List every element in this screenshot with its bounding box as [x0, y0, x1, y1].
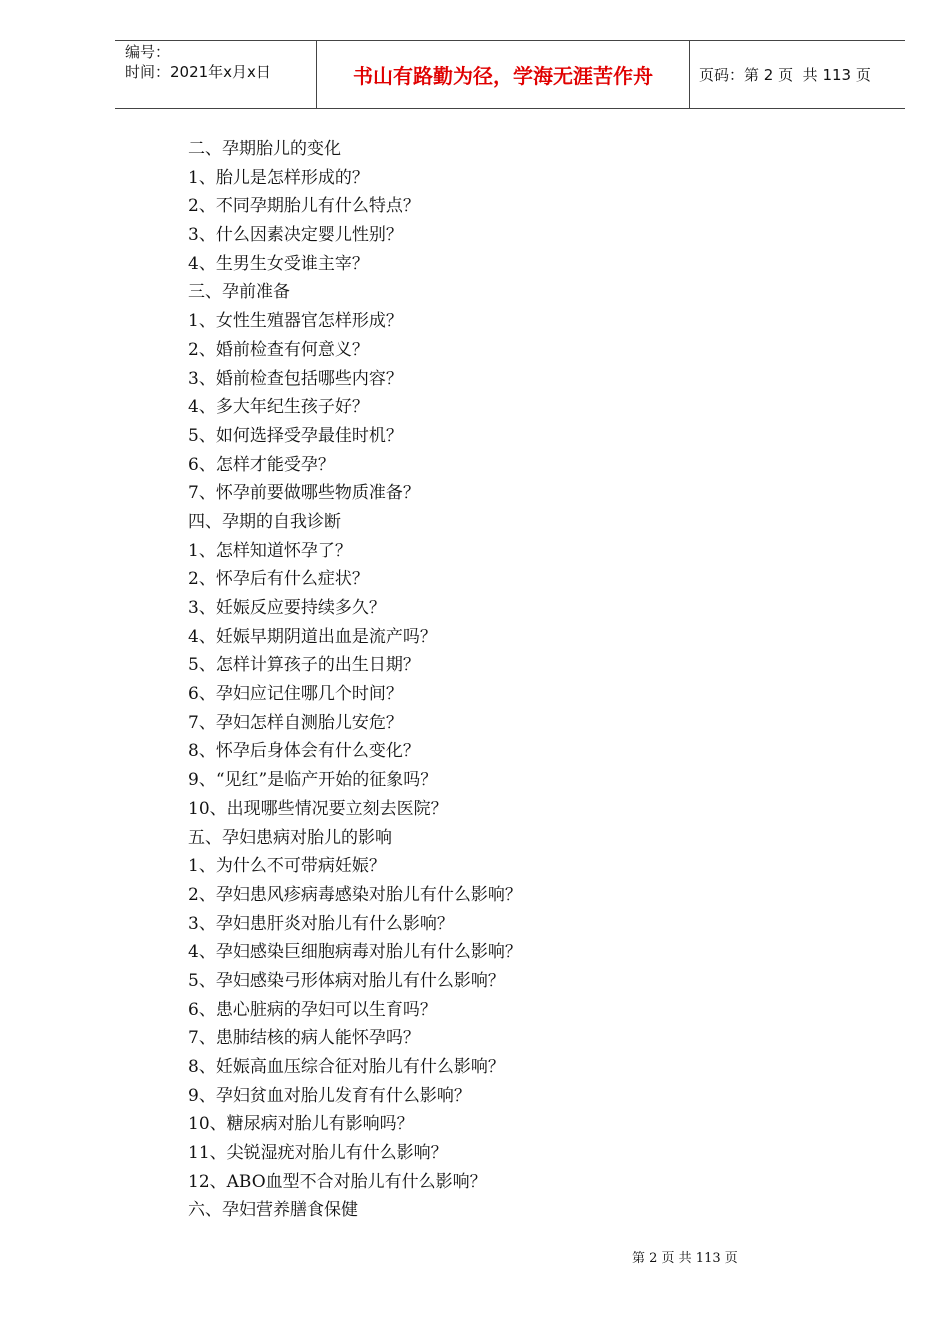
- document-number-label: 编号：: [125, 43, 171, 61]
- list-item: 1、胎儿是怎样形成的？: [188, 167, 369, 188]
- list-item: 1、怎样知道怀孕了？: [188, 540, 352, 561]
- list-item: 9、孕妇贫血对胎儿发育有什么影响？: [188, 1085, 471, 1106]
- list-item: 4、妊娠早期阴道出血是流产吗？: [188, 626, 437, 647]
- list-item: 9、“见红”是临产开始的征象吗？: [188, 770, 438, 791]
- header-meta: [115, 41, 316, 108]
- list-item: 6、孕妇应记住哪几个时间？: [188, 684, 403, 705]
- document-body: [188, 135, 522, 1225]
- page-header: [115, 40, 905, 109]
- list-item: 1、女性生殖器官怎样形成？: [188, 311, 403, 332]
- list-item: 7、患肺结核的病人能怀孕吗？: [188, 1028, 420, 1049]
- page-number: 2: [763, 65, 774, 84]
- document-time-label: 时间：2021年x月x日: [125, 63, 271, 81]
- list-item: 10、出现哪些情况要立刻去医院？: [188, 798, 448, 819]
- list-item: 2、婚前检查有何意义？: [188, 339, 369, 360]
- list-item: 5、孕妇感染弓形体病对胎儿有什么影响？: [188, 970, 505, 991]
- list-item: 2、不同孕期胎儿有什么特点？: [188, 196, 420, 217]
- list-item: 11、尖锐湿疣对胎儿有什么影响？: [188, 1143, 448, 1164]
- list-item: 2、孕妇患风疹病毒感染对胎儿有什么影响？: [188, 884, 522, 905]
- page-end-label: 页: [855, 66, 871, 84]
- list-item: 2、怀孕后有什么症状？: [188, 569, 369, 590]
- list-item: 6、患心脏病的孕妇可以生育吗？: [188, 999, 437, 1020]
- list-item: 7、怀孕前要做哪些物质准备？: [188, 483, 420, 504]
- page-total: 113: [822, 65, 852, 84]
- list-item: 10、糖尿病对胎儿有影响吗？: [188, 1114, 414, 1135]
- list-item: 4、孕妇感染巨细胞病毒对胎儿有什么影响？: [188, 942, 522, 963]
- header-page-info: [690, 41, 905, 108]
- list-item: 4、生男生女受谁主宰？: [188, 253, 369, 274]
- list-item: 6、怎样才能受孕？: [188, 454, 335, 475]
- section-heading: 五、孕妇患病对胎儿的影响: [188, 827, 392, 848]
- list-item: 3、什么因素决定婴儿性别？: [188, 225, 403, 246]
- list-item: 3、孕妇患肝炎对胎儿有什么影响？: [188, 913, 454, 934]
- header-motto: 书山有路勤为径，学海无涯苦作舟: [316, 41, 690, 108]
- page-footer: 第 2 页 共 113 页: [632, 1251, 738, 1266]
- page-label: 页码：第: [699, 66, 760, 84]
- list-item: 4、多大年纪生孩子好？: [188, 397, 369, 418]
- list-item: 3、妊娠反应要持续多久？: [188, 598, 386, 618]
- section-heading: 二、孕期胎儿的变化: [188, 139, 341, 159]
- section-heading: 六、孕妇营养膳食保健: [188, 1200, 358, 1221]
- section-heading: 三、孕前准备: [188, 282, 290, 303]
- list-item: 7、孕妇怎样自测胎儿安危？: [188, 712, 403, 733]
- list-item: 3、婚前检查包括哪些内容？: [188, 368, 403, 389]
- list-item: 8、怀孕后身体会有什么变化？: [188, 741, 420, 762]
- list-item: 1、为什么不可带病妊娠？: [188, 856, 386, 877]
- section-heading: 四、孕期的自我诊断: [188, 511, 341, 532]
- list-item: 8、妊娠高血压综合征对胎儿有什么影响？: [188, 1057, 505, 1077]
- page-mid-label: 页 共: [778, 66, 818, 84]
- list-item: 5、怎样计算孩子的出生日期？: [188, 655, 420, 676]
- list-item: 12、ABO血型不合对胎儿有什么影响？: [188, 1171, 487, 1192]
- list-item: 5、如何选择受孕最佳时机？: [188, 425, 403, 446]
